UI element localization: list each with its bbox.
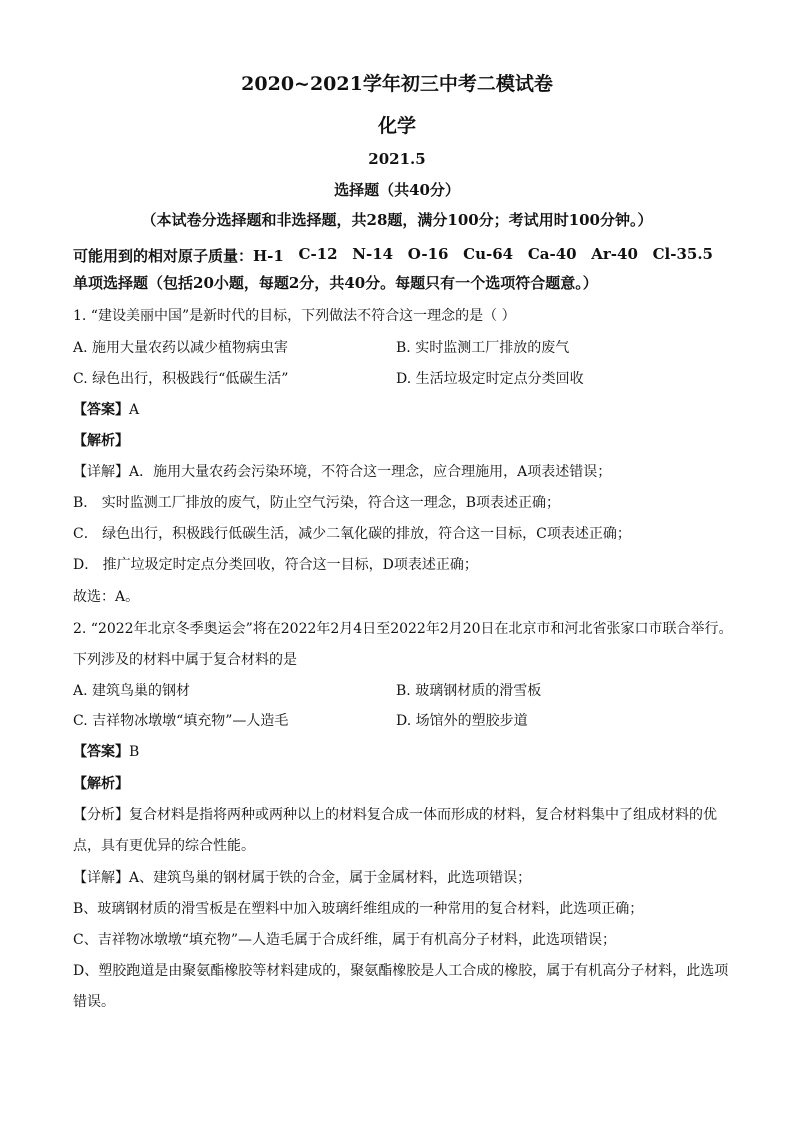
q1-detail-line: C． 绿色出行，积极践行低碳生活，减少二氧化碳的排放，符合这一目标，C项表述正确； (73, 526, 631, 542)
answer-value: A (129, 402, 140, 418)
q2-detail-line: 【分析】复合材料是指将两种或两种以上的材料复合成一体而形成的材料，复合材料集中了组成材料的优 (73, 807, 717, 823)
atomic-mass-line (73, 245, 713, 266)
q1-answer (73, 403, 139, 417)
answer-value: B (129, 744, 140, 760)
q2-detail-line: 点，具有更优异的综合性能。 (73, 838, 255, 854)
atomic-mass-item: Ca-40 (527, 245, 577, 263)
q1-detail-line: B． 实时监测工厂排放的废气，防止空气污染，符合这一理念，B项表述正确； (73, 495, 561, 511)
q1-option-b: B. 实时监测工厂排放的废气 (396, 340, 570, 356)
question-1-stem: 1. “建设美丽中国”是新时代的目标，下列做法不符合这一理念的是（ ） (73, 308, 516, 324)
q2-option-a: A. 建筑鸟巢的钢材 (73, 683, 191, 699)
answer-label: 【答案】 (73, 744, 129, 760)
q2-option-c: C. 吉祥物冰墩墩“填充物”—人造毛 (73, 713, 289, 729)
q1-option-c: C. 绿色出行，积极践行“低碳生活” (73, 371, 289, 387)
q2-detail-line: B、玻璃钢材质的滑雪板是在塑料中加入玻璃纤维组成的一种常用的复合材料，此选项正确； (73, 901, 644, 917)
exam-note: （本试卷分选择题和非选择题，共28题，满分100分；考试用时100分钟。） (141, 211, 653, 229)
instructions: 单项选择题（包括20小题，每题2分，共40分。每题只有一个选项符合题意。） (73, 274, 598, 292)
question-2-stem: 2. “2022年北京冬季奥运会”将在2022年2月4日至2022年2月20日在北京市和河北省张家口市联合举行。 (73, 621, 733, 637)
q2-answer (73, 745, 139, 759)
q2-detail-line: 【详解】A、建筑鸟巢的钢材属于铁的合金，属于金属材料，此选项错误； (73, 870, 532, 886)
q2-detail-line: D、塑胶跑道是由聚氨酯橡胶等材料建成的，聚氨酯橡胶是人工合成的橡胶，属于有机高分子材料，此选项 (73, 963, 729, 979)
section-heading: 选择题（共40分） (334, 181, 460, 199)
atomic-mass-item: C-12 (298, 245, 338, 263)
q2-detail-line: C、吉祥物冰墩墩“填充物”—人造毛属于合成纤维，属于有机高分子材料，此选项错误； (73, 932, 617, 948)
atomic-mass-item: Cl-35.5 (652, 245, 713, 263)
atomic-mass-item: Cu-64 (463, 245, 514, 263)
question-2-stem-cont: 下列涉及的材料中属于复合材料的是 (73, 652, 297, 668)
q1-conclusion: 故选：A。 (73, 589, 140, 605)
exam-title: 2020~2021学年初三中考二模试卷 (241, 73, 553, 95)
atomic-mass-item: O-16 (407, 245, 449, 263)
atomic-mass-item: Ar-40 (591, 245, 638, 263)
q1-detail-line: 【详解】A．施用大量农药会污染环境，不符合这一理念，应合理施用，A项表述错误； (73, 464, 612, 480)
exam-date: 2021.5 (368, 150, 426, 168)
q1-analysis-label: 【解析】 (73, 433, 129, 449)
answer-label: 【答案】 (73, 402, 129, 418)
q2-option-b: B. 玻璃钢材质的滑雪板 (396, 683, 542, 699)
q2-option-d: D. 场馆外的塑胶步道 (396, 713, 528, 729)
q2-detail-line: 错误。 (73, 994, 115, 1010)
atomic-mass-item: N-14 (352, 245, 394, 263)
q2-analysis-label: 【解析】 (73, 776, 129, 792)
q1-option-a: A. 施用大量农药以减少植物病虫害 (73, 340, 289, 356)
atomic-mass-label: 可能用到的相对原子质量：H-1 (73, 247, 284, 265)
q1-detail-line: D． 推广垃圾定时定点分类回收，符合这一目标，D项表述正确； (73, 557, 478, 573)
subject-title: 化学 (377, 115, 416, 137)
q1-option-d: D. 生活垃圾定时定点分类回收 (396, 371, 584, 387)
